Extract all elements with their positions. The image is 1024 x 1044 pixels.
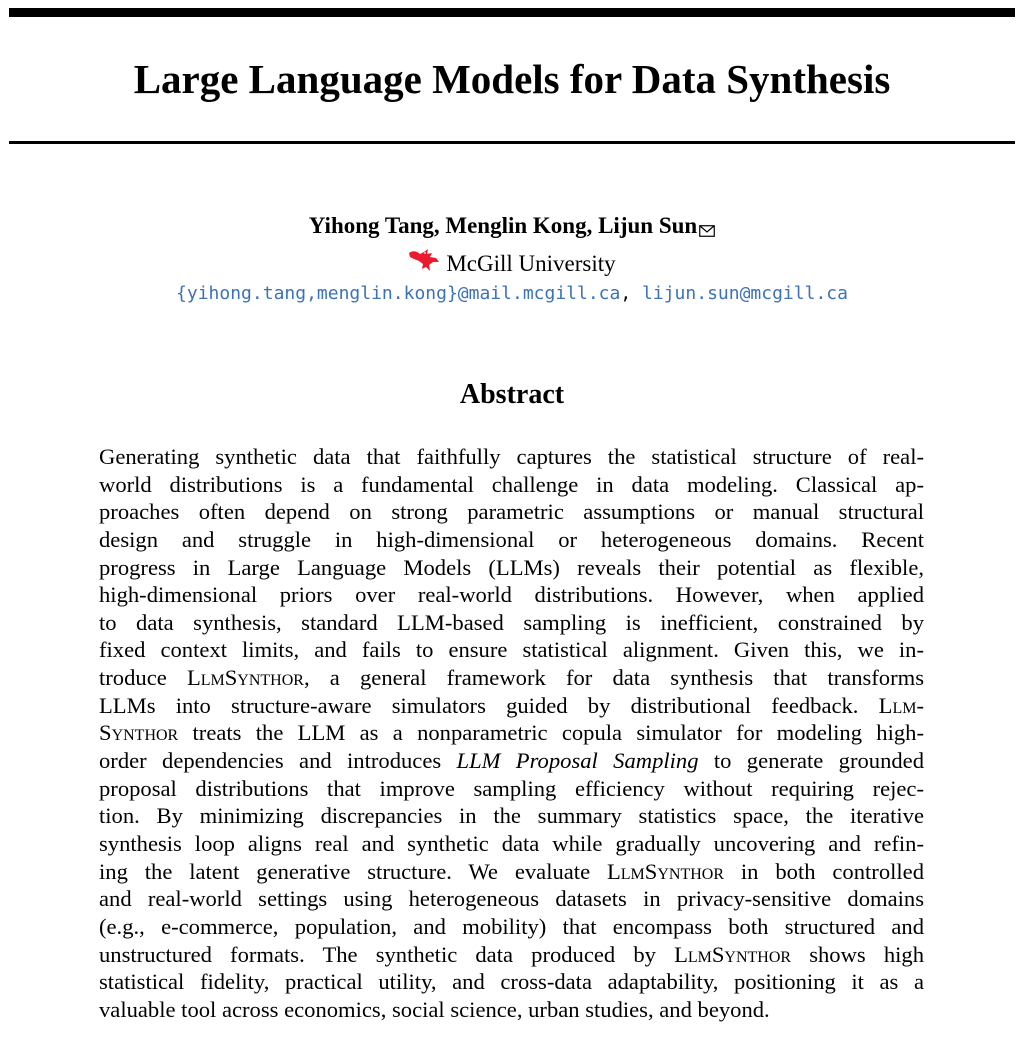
email-separator: ,	[620, 283, 632, 304]
abstract-line: proposal distributions that improve sampling efficiency without requiring rejec-	[99, 775, 924, 801]
method-name: LlmSynthor	[186, 665, 304, 691]
abstract-line: (e.g., e-commerce, population, and mobility) that encompass both structured and	[99, 913, 924, 939]
envelope-icon	[699, 215, 715, 245]
abstract-line: and real-world settings using heterogeneous datasets in privacy-sensitive domains	[99, 886, 924, 912]
abstract-line: synthesis loop aligns real and synthetic data while gradually uncovering and refin-	[99, 830, 924, 856]
method-name: LlmSynthor	[606, 858, 725, 884]
abstract-line: valuable tool across economics, social science, urban studies, and beyond.	[99, 996, 770, 1022]
abstract-line: high-dimensional priors over real-world distributions. However, when applied	[99, 582, 924, 608]
abstract-line: troduce LlmSynthor, a general framework for data synthesis that transforms	[99, 665, 924, 691]
abstract-line: statistical fidelity, practical utility, and cross-data adaptability, positioning it as a	[99, 969, 924, 995]
abstract-line: unstructured formats. The synthetic data produced by LlmSynthor shows high	[99, 941, 925, 967]
paper-title: Large Language Models for Data Synthesis	[133, 56, 891, 102]
method-name: LlmSynthor	[674, 941, 792, 967]
abstract-line: Generating synthetic data that faithfully captures the statistical structure of real-	[99, 444, 924, 469]
email-link-corresponding[interactable]: lijun.sun@mcgill.ca	[642, 283, 848, 304]
abstract-line: ing the latent generative structure. We evaluate LlmSynthor in both controlled	[99, 858, 924, 884]
affiliation-name: McGill University	[446, 251, 616, 276]
method-name: Llm-	[878, 692, 924, 718]
method-name: Synthor	[99, 720, 179, 746]
abstract-line: Synthor treats the LLM as a nonparametric copula simulator for modeling high-	[99, 720, 924, 746]
abstract-line: order dependencies and introduces LLM Proposal Sampling to generate grounded	[99, 748, 924, 774]
abstract-heading: Abstract	[459, 379, 565, 410]
abstract-body	[99, 443, 924, 1023]
abstract-line: world distributions is a fundamental challenge in data modeling. Classical ap-	[99, 471, 924, 497]
author-names: Yihong Tang, Menglin Kong, Lijun Sun	[308, 213, 698, 238]
abstract-line: proaches often depend on strong parametric assumptions or manual structural	[99, 499, 924, 525]
top-rule	[9, 8, 1015, 17]
abstract-line: design and struggle in high-dimensional or heterogeneous domains. Recent	[99, 526, 924, 552]
email-line	[0, 281, 1024, 307]
abstract-line: to data synthesis, standard LLM-based sampling is inefficient, constrained by	[99, 609, 924, 635]
abstract-line: tion. By minimizing discrepancies in the summary statistics space, the iterative	[99, 803, 924, 829]
title-rule	[9, 141, 1015, 144]
author-line	[0, 211, 1024, 245]
affiliation-line	[0, 249, 1024, 280]
emphasized-term: LLM Proposal Sampling	[456, 748, 699, 774]
email-link-students[interactable]: {yihong.tang,menglin.kong}@mail.mcgill.ca	[176, 283, 621, 304]
abstract-line: LLMs into structure-aware simulators guided by distributional feedback. Llm-	[99, 692, 924, 718]
abstract-line: progress in Large Language Models (LLMs) reveals their potential as flexible,	[99, 554, 924, 580]
martlet-icon	[408, 248, 440, 280]
abstract-line: fixed context limits, and fails to ensure statistical alignment. Given this, we in-	[99, 637, 924, 663]
